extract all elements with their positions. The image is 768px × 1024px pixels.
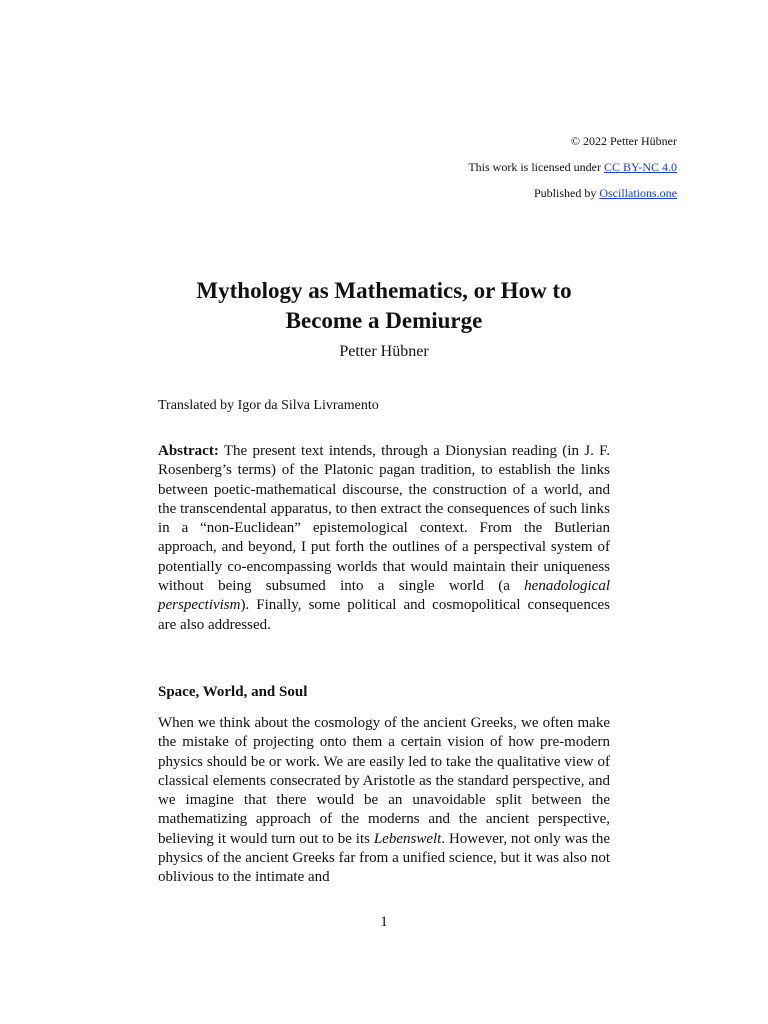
title-line-2: Become a Demiurge bbox=[285, 308, 483, 333]
body-text-end: . However, not only was the physics of the ancient Greeks far from a unified science, but it was also not oblivious to the intimate and bbox=[158, 830, 610, 886]
translator-credit: Translated by Igor da Silva Livramento bbox=[158, 398, 379, 413]
author-name: Petter Hübner bbox=[339, 343, 429, 360]
abstract-label: Abstract: bbox=[158, 443, 219, 459]
publication-info bbox=[468, 128, 677, 206]
abstract-text-end: ). Finally, some political and cosmopolitical consequences are also addressed. bbox=[158, 597, 610, 633]
published-line bbox=[468, 180, 677, 206]
published-prefix: Published by bbox=[534, 186, 600, 200]
section-heading: Space, World, and Soul bbox=[158, 684, 308, 700]
license-line bbox=[468, 154, 677, 180]
body-paragraph bbox=[158, 714, 610, 888]
license-link[interactable]: CC BY-NC 4.0 bbox=[603, 160, 677, 174]
document-title bbox=[150, 276, 618, 336]
body-italic-term: Lebenswelt bbox=[373, 830, 442, 847]
title-line-1: Mythology as Mathematics, or How to bbox=[196, 278, 572, 303]
abstract-text-start: The present text intends, through a Dionysian reading (in J. F. Rosenberg’s terms) of the Platonic pagan tradition, to establish the links between poetic-mathematical discourse, the construction of a world, and the transcendental apparatus, to then extract the consequences of such links in a “non-Euclidean” epistemological context. From the Butlerian approach, and beyond, I put forth the outlines of a perspectival system of potentially co-encompassing worlds that would maintain their uniqueness without being subsumed into a single world (a bbox=[158, 443, 610, 595]
license-prefix: This work is licensed under bbox=[468, 160, 604, 174]
publisher-link[interactable]: Oscillations.one bbox=[599, 186, 677, 200]
body-text-start: When we think about the cosmology of the ancient Greeks, we often make the mistake of projecting onto them a certain vision of how pre-modern physics should be or work. We are easily led to take the qualitative view of classical elements consecrated by Aristotle as the standard perspective, and we imagine that there would be an unavoidable split between the mathematizing approach of the moderns and the ancient perspective, believing it would turn out to be its bbox=[158, 715, 610, 847]
abstract-italic-term: henadological perspectivism bbox=[158, 578, 610, 614]
copyright-line: © 2022 Petter Hübner bbox=[570, 134, 677, 148]
abstract-paragraph bbox=[158, 442, 610, 635]
page-number: 1 bbox=[380, 914, 388, 930]
